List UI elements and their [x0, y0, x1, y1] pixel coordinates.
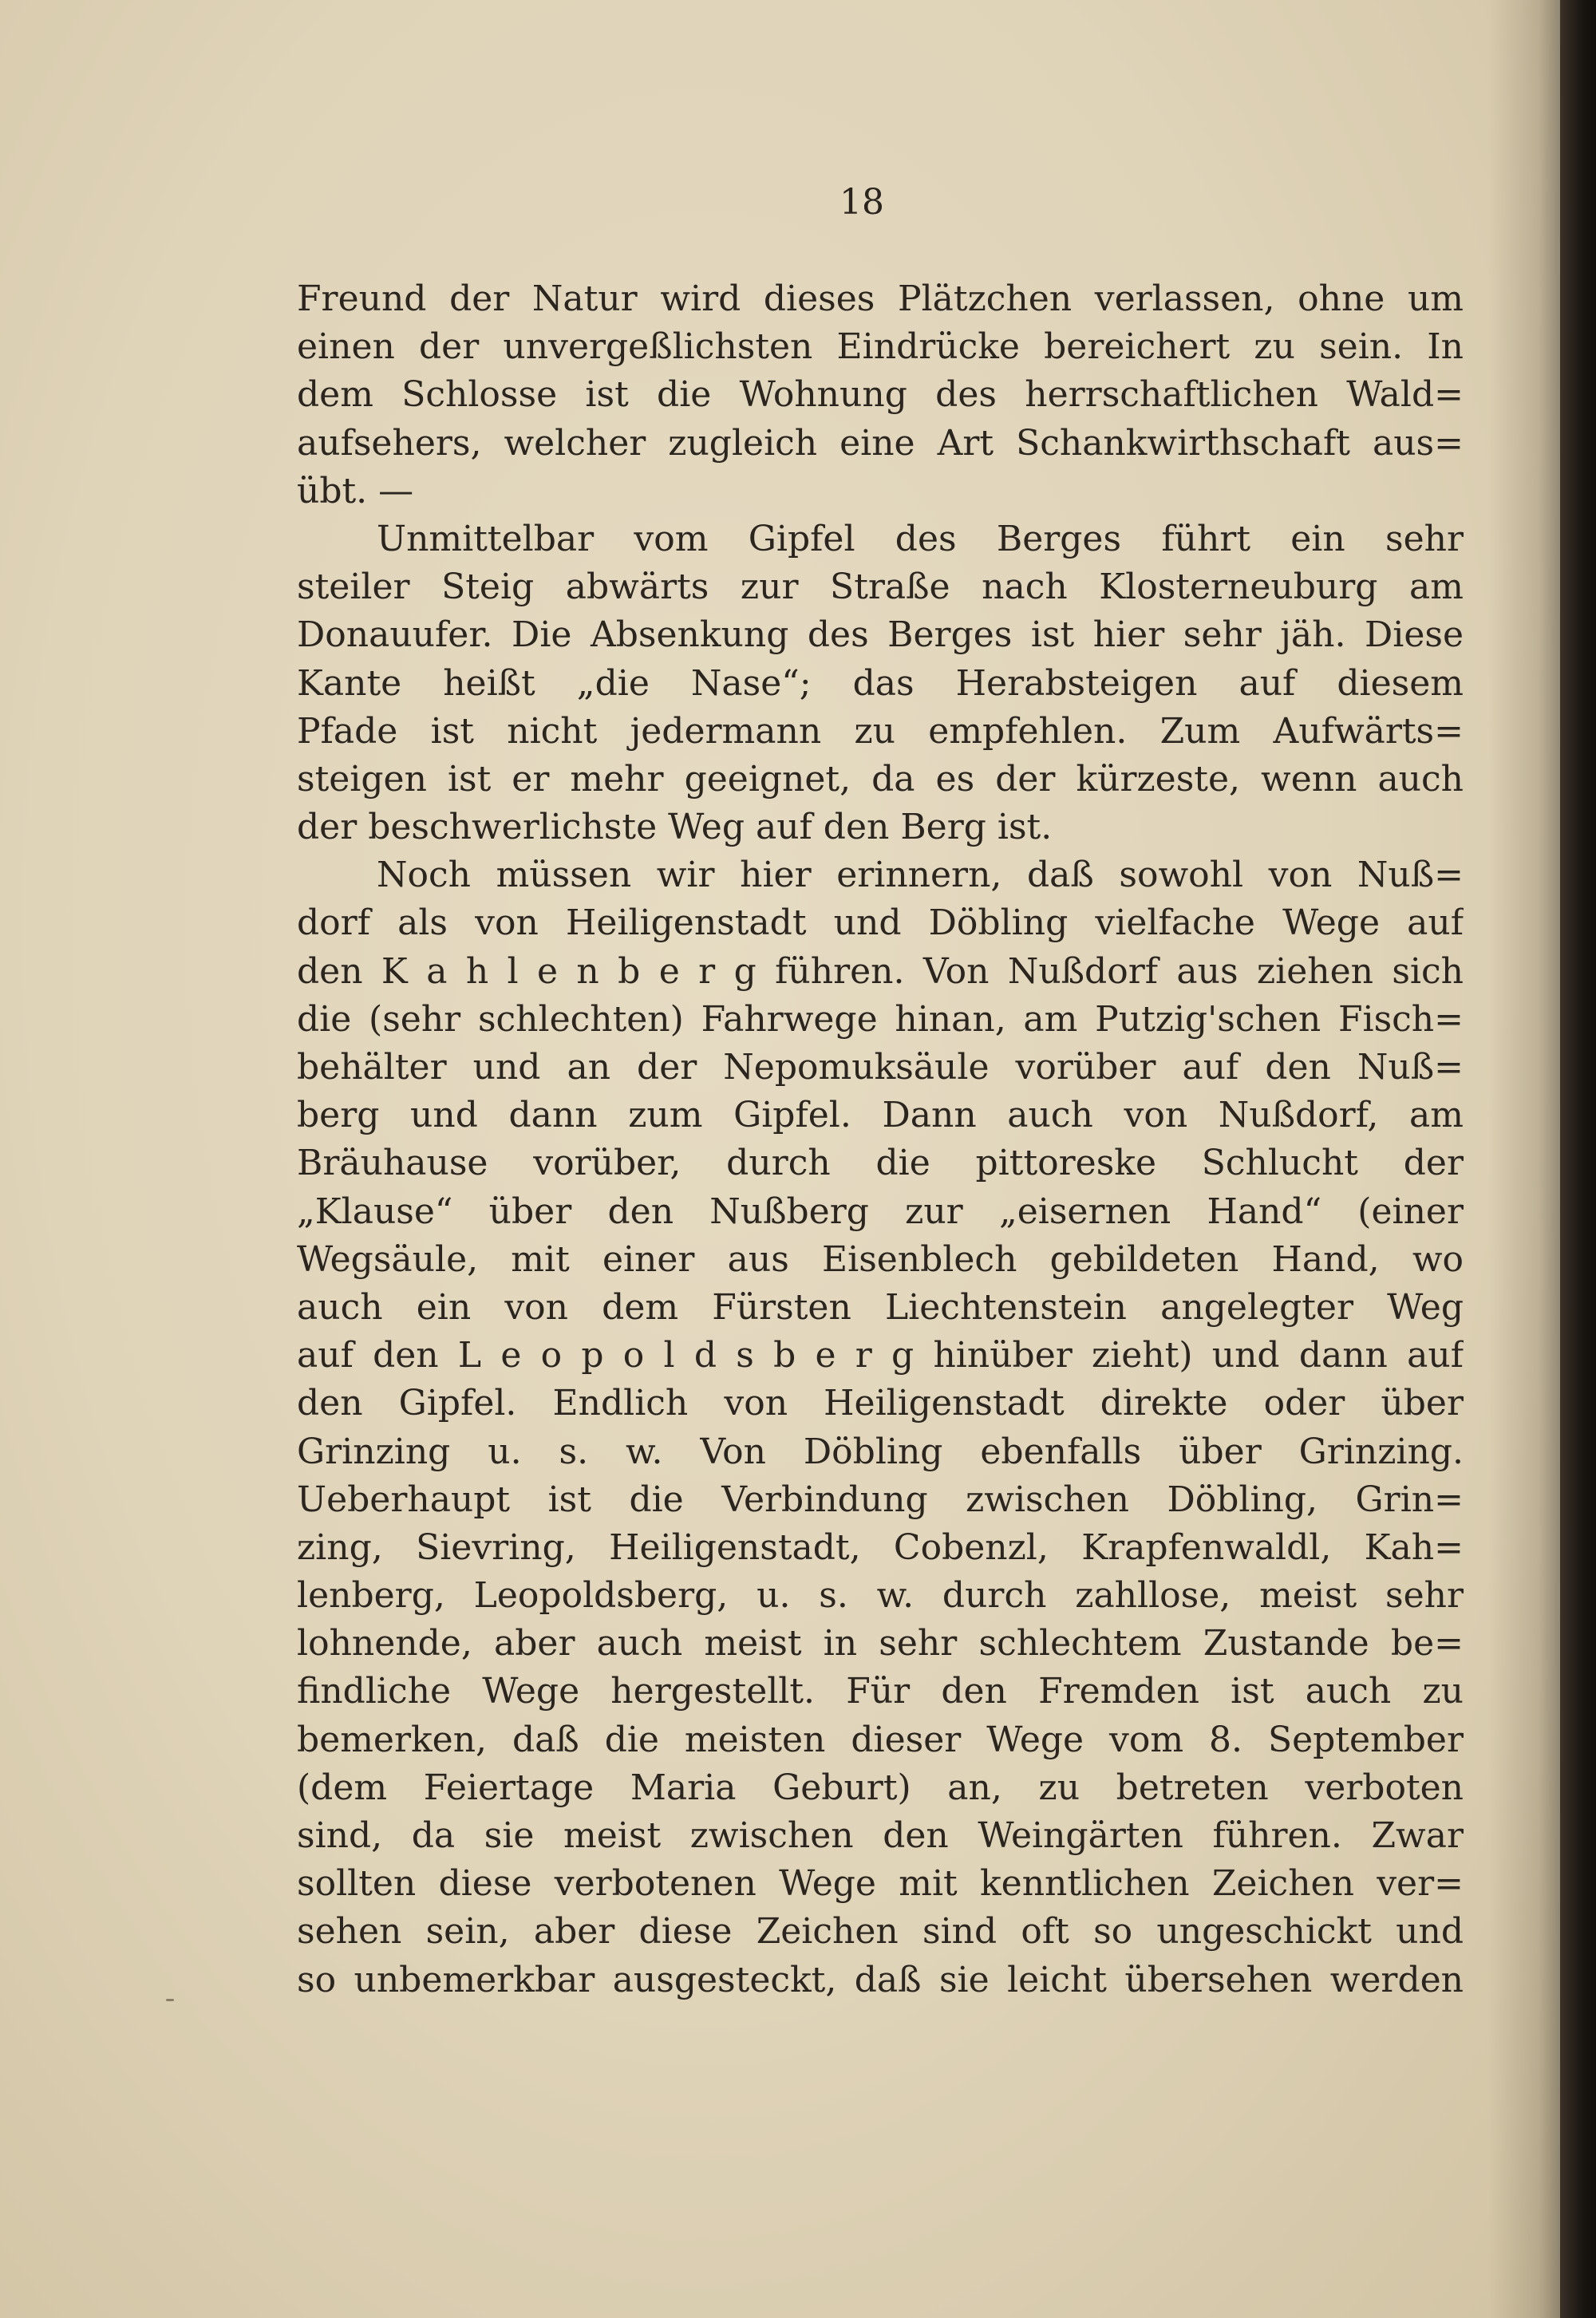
text-line: lenberg, Leopoldsberg, u. s. w. durch zahllose, meist sehr: [297, 1575, 1464, 1617]
ink-smudge: [166, 1999, 174, 2001]
text-line: sehen sein, aber diese Zeichen sind oft so ungeschickt und: [297, 1911, 1464, 1953]
text-line: berg und dann zum Gipfel. Dann auch von Nußdorf, am: [297, 1095, 1464, 1136]
text-line: steigen ist er mehr geeignet, da es der kürzeste, wenn auch: [297, 758, 1464, 800]
book-gutter-edge: [1560, 0, 1596, 2318]
text-line: einen der unvergeßlichsten Eindrücke bereichert zu sein. In: [297, 326, 1464, 368]
text-line: (dem Feiertage Maria Geburt) an, zu betreten verboten: [297, 1767, 1464, 1808]
text-line: zing, Sievring, Heiligenstadt, Cobenzl, Krapfenwaldl, Kah=: [297, 1526, 1464, 1568]
text-line: steiler Steig abwärts zur Straße nach Klosterneuburg am: [297, 567, 1464, 608]
text-line: den Gipfel. Endlich von Heiligenstadt direkte oder über: [297, 1383, 1464, 1424]
text-line: den K a h l e n b e r g führen. Von Nußdorf aus ziehen sich: [297, 950, 1464, 992]
text-line: Ueberhaupt ist die Verbindung zwischen Döbling, Grin=: [297, 1479, 1464, 1520]
text-line: der beschwerlichste Weg auf den Berg ist.: [297, 807, 1053, 848]
text-line: dorf als von Heiligenstadt und Döbling vielfache Wege auf: [297, 902, 1464, 944]
text-line: sind, da sie meist zwischen den Weingärten führen. Zwar: [297, 1815, 1464, 1856]
text-line: Freund der Natur wird dieses Plätzchen verlassen, ohne um: [297, 278, 1464, 319]
text-line: Bräuhause vorüber, durch die pittoreske Schlucht der: [297, 1143, 1464, 1184]
text-line: Unmittelbar vom Gipfel des Berges führt ein sehr: [377, 518, 1464, 559]
text-line: lohnende, aber auch meist in sehr schlechtem Zustande be=: [297, 1623, 1464, 1664]
body-text: [297, 275, 1464, 2004]
text-line: Kante heißt „die Nase“; das Herabsteigen auf diesem: [297, 662, 1464, 704]
text-line: Donauufer. Die Absenkung des Berges ist hier sehr jäh. Diese: [297, 614, 1464, 656]
text-line: auf den L e o p o l d s b e r g hinüber zieht) und dann auf: [297, 1335, 1464, 1376]
text-line: so unbemerkbar ausgesteckt, daß sie leicht übersehen werden: [297, 1959, 1464, 2000]
text-line: behälter und an der Nepomuksäule vorüber auf den Nuß=: [297, 1047, 1464, 1088]
text-line: findliche Wege hergestellt. Für den Fremden ist auch zu: [297, 1671, 1464, 1712]
text-line: Pfade ist nicht jedermann zu empfehlen. Zum Aufwärts=: [297, 710, 1464, 752]
text-line: Grinzing u. s. w. Von Döbling ebenfalls über Grinzing.: [297, 1431, 1464, 1472]
text-line: übt. —: [297, 470, 414, 511]
text-line: bemerken, daß die meisten dieser Wege vom 8. September: [297, 1719, 1464, 1760]
page-number: 18: [839, 182, 884, 223]
text-line: Noch müssen wir hier erinnern, daß sowohl von Nuß=: [377, 855, 1464, 896]
text-line: auch ein von dem Fürsten Liechtenstein angelegter Weg: [297, 1286, 1464, 1328]
text-line: die (sehr schlechten) Fahrwege hinan, am Putzig'schen Fisch=: [297, 998, 1464, 1040]
text-line: sollten diese verbotenen Wege mit kenntlichen Zeichen ver=: [297, 1863, 1464, 1905]
text-line: dem Schlosse ist die Wohnung des herrschaftlichen Wald=: [297, 374, 1464, 416]
text-line: „Klause“ über den Nußberg zur „eisernen Hand“ (einer: [297, 1191, 1464, 1232]
text-line: Wegsäule, mit einer aus Eisenblech gebildeten Hand, wo: [297, 1238, 1464, 1280]
text-line: aufsehers, welcher zugleich eine Art Schankwirthschaft aus=: [297, 422, 1464, 464]
